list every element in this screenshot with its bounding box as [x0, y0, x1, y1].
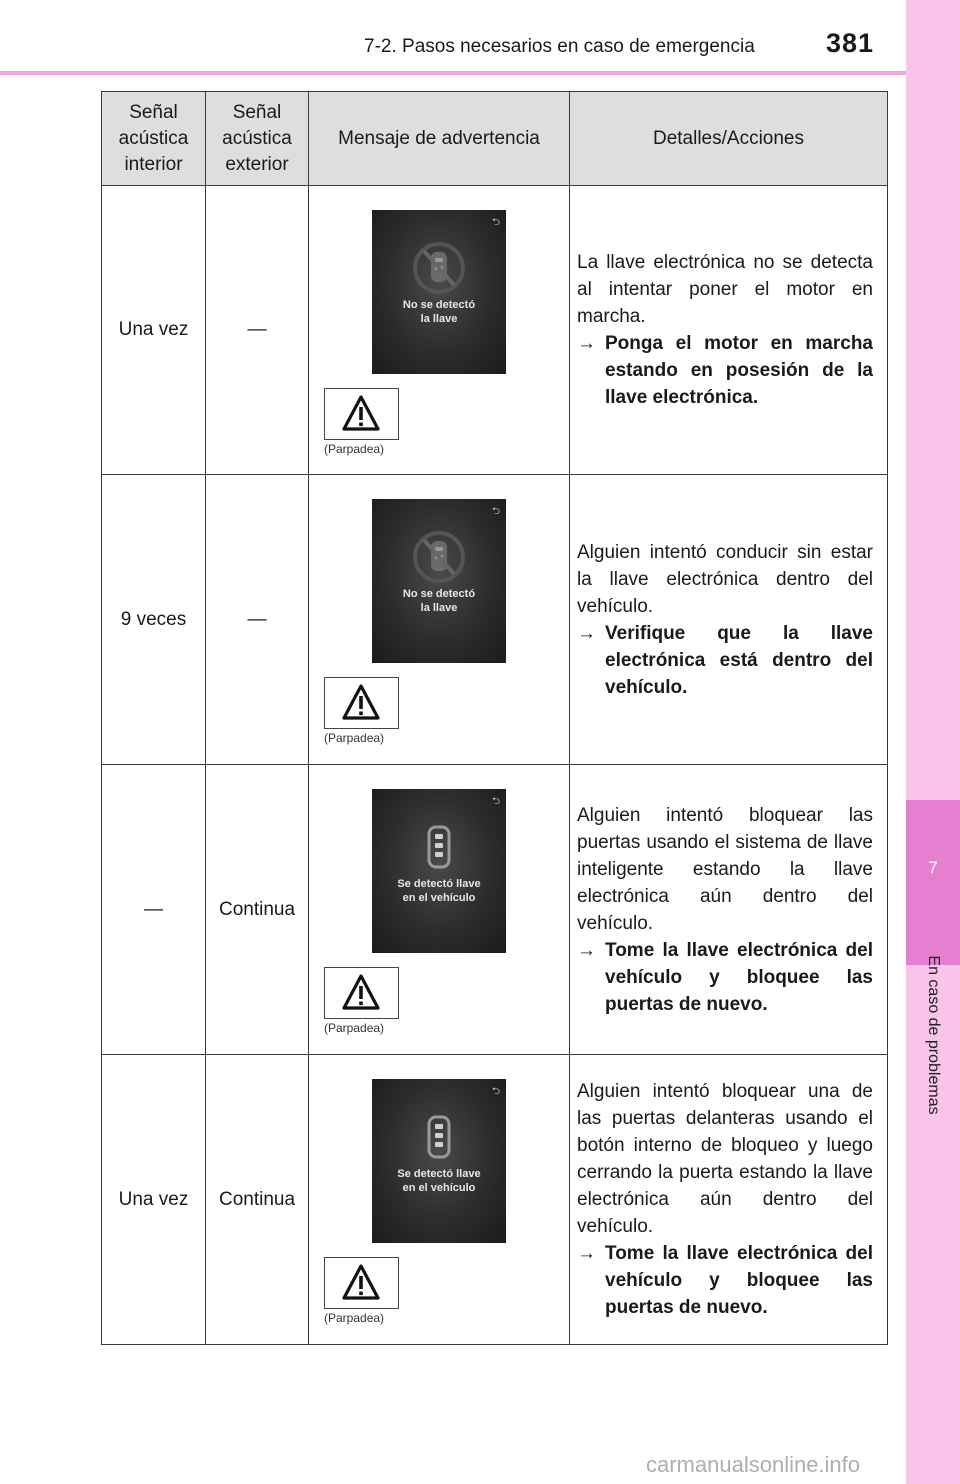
interior-signal: — [144, 898, 163, 920]
interior-signal-cell [102, 475, 206, 765]
exterior-signal-cell [206, 1055, 309, 1345]
warning-light-box [324, 1257, 399, 1309]
warning-triangle-icon [342, 683, 380, 721]
chapter-marker [906, 800, 960, 965]
warning-message-cell [309, 1055, 570, 1345]
section-title: 7-2. Pasos necesarios en caso de emergencia [364, 36, 755, 57]
detail-text: La llave electrónica no se detecta al intentar poner el motor en marcha. [577, 252, 873, 327]
warning-light-box [324, 967, 399, 1019]
blink-label: (Parpadea) [324, 1311, 385, 1325]
interior-signal-cell [102, 765, 206, 1055]
watermark: carmanualsonline.info [646, 1452, 861, 1477]
action-item [577, 1240, 873, 1321]
warning-message-cell [309, 186, 570, 475]
interior-signal-cell [102, 186, 206, 475]
details-cell [570, 1055, 888, 1345]
interior-signal: Una vez [118, 319, 189, 340]
arrow-icon: → [577, 333, 596, 354]
action-text: Tome la llave electrónica del vehículo y bloquee las puertas de nuevo. [605, 1243, 873, 1318]
return-icon: ⮌ [491, 216, 500, 228]
display-screen [372, 789, 506, 953]
screen-line-2: en el vehículo [402, 1182, 476, 1194]
action-text: Tome la llave electrónica del vehículo y bloquee las puertas de nuevo. [605, 939, 873, 1015]
screen-message [372, 587, 506, 615]
table-row [102, 475, 888, 765]
warning-message-cell [309, 765, 570, 1055]
details-cell [570, 186, 888, 475]
side-tab [906, 0, 960, 1484]
detail-text: Alguien intentó conducir sin estar la llave electrónica dentro del vehículo. [577, 541, 873, 617]
header-divider [0, 71, 906, 75]
blink-label: (Parpadea) [324, 441, 385, 456]
header-warning-message: Mensaje de advertencia [309, 92, 570, 186]
action-text: Ponga el motor en marcha estando en posesión de la llave electrónica. [605, 333, 873, 408]
exterior-signal: Continua [218, 898, 296, 920]
warning-triangle-icon [342, 1263, 380, 1301]
screen-line-1: Se detectó llave [397, 1168, 481, 1180]
screen-line-2: en el vehículo [402, 892, 476, 904]
return-icon: ⮌ [491, 506, 500, 517]
chapter-number: 7 [928, 858, 938, 877]
action-item [577, 620, 873, 701]
blink-label: (Parpadea) [324, 731, 385, 745]
action-text: Verifique que la llave electrónica está dentro del vehículo. [605, 622, 873, 698]
return-icon: ⮌ [491, 1086, 500, 1097]
table-row [102, 1055, 888, 1345]
screen-line-2: la llave [420, 312, 458, 325]
table-row [102, 186, 888, 475]
display-screen [372, 499, 506, 663]
details-cell [570, 765, 888, 1055]
screen-message [372, 877, 506, 905]
screen-line-1: Se detectó llave [397, 878, 481, 890]
warning-triangle-icon [342, 973, 380, 1011]
table-row [102, 765, 888, 1055]
action-item [577, 330, 873, 411]
warning-light-box [324, 677, 399, 729]
details-cell [570, 475, 888, 765]
warning-light-box [324, 388, 399, 440]
exterior-signal: Continua [218, 1188, 296, 1210]
header-exterior-signal: Señal acústica exterior [206, 92, 309, 186]
screen-line-1: No se detectó [402, 588, 476, 600]
table-header-row [102, 92, 888, 186]
display-screen [372, 210, 506, 374]
header-details-actions: Detalles/Acciones [570, 92, 888, 186]
screen-line-1: No se detectó [402, 298, 476, 311]
detail-text: Alguien intentó bloquear las puertas usando el sistema de llave inteligente estando la llave electrónica aún dentro del vehículo. [577, 804, 873, 934]
interior-signal: 9 veces [120, 608, 187, 630]
exterior-signal: — [247, 319, 267, 340]
return-icon: ⮌ [491, 796, 500, 807]
page-number: 381 [826, 28, 875, 58]
exterior-signal-cell [206, 186, 309, 475]
action-item [577, 937, 873, 1018]
exterior-signal-cell [206, 765, 309, 1055]
screen-message [372, 1167, 506, 1195]
warning-message-cell [309, 475, 570, 765]
screen-message [372, 298, 506, 326]
exterior-signal-cell [206, 475, 309, 765]
warning-table [101, 91, 888, 1345]
exterior-signal: — [247, 608, 267, 630]
interior-signal-cell [102, 1055, 206, 1345]
arrow-icon: → [577, 1243, 596, 1264]
chapter-label: En caso de problemas [925, 955, 942, 1115]
crossed-key-fob-icon [411, 529, 467, 585]
arrow-icon: → [577, 939, 596, 961]
interior-signal: Una vez [118, 1188, 189, 1210]
header-interior-signal: Señal acústica interior [102, 92, 206, 186]
warning-triangle-icon [342, 394, 380, 432]
crossed-key-fob-icon [411, 240, 467, 296]
arrow-icon: → [577, 622, 596, 644]
key-fob-icon [411, 819, 467, 875]
key-fob-icon [411, 1109, 467, 1165]
blink-label: (Parpadea) [324, 1021, 385, 1035]
detail-text: Alguien intentó bloquear una de las puertas delanteras usando el botón interno de bloqueo y luego cerrando la puerta estando la llave electrónica aún dentro del vehículo. [577, 1081, 873, 1237]
display-screen [372, 1079, 506, 1243]
screen-line-2: la llave [420, 602, 458, 614]
